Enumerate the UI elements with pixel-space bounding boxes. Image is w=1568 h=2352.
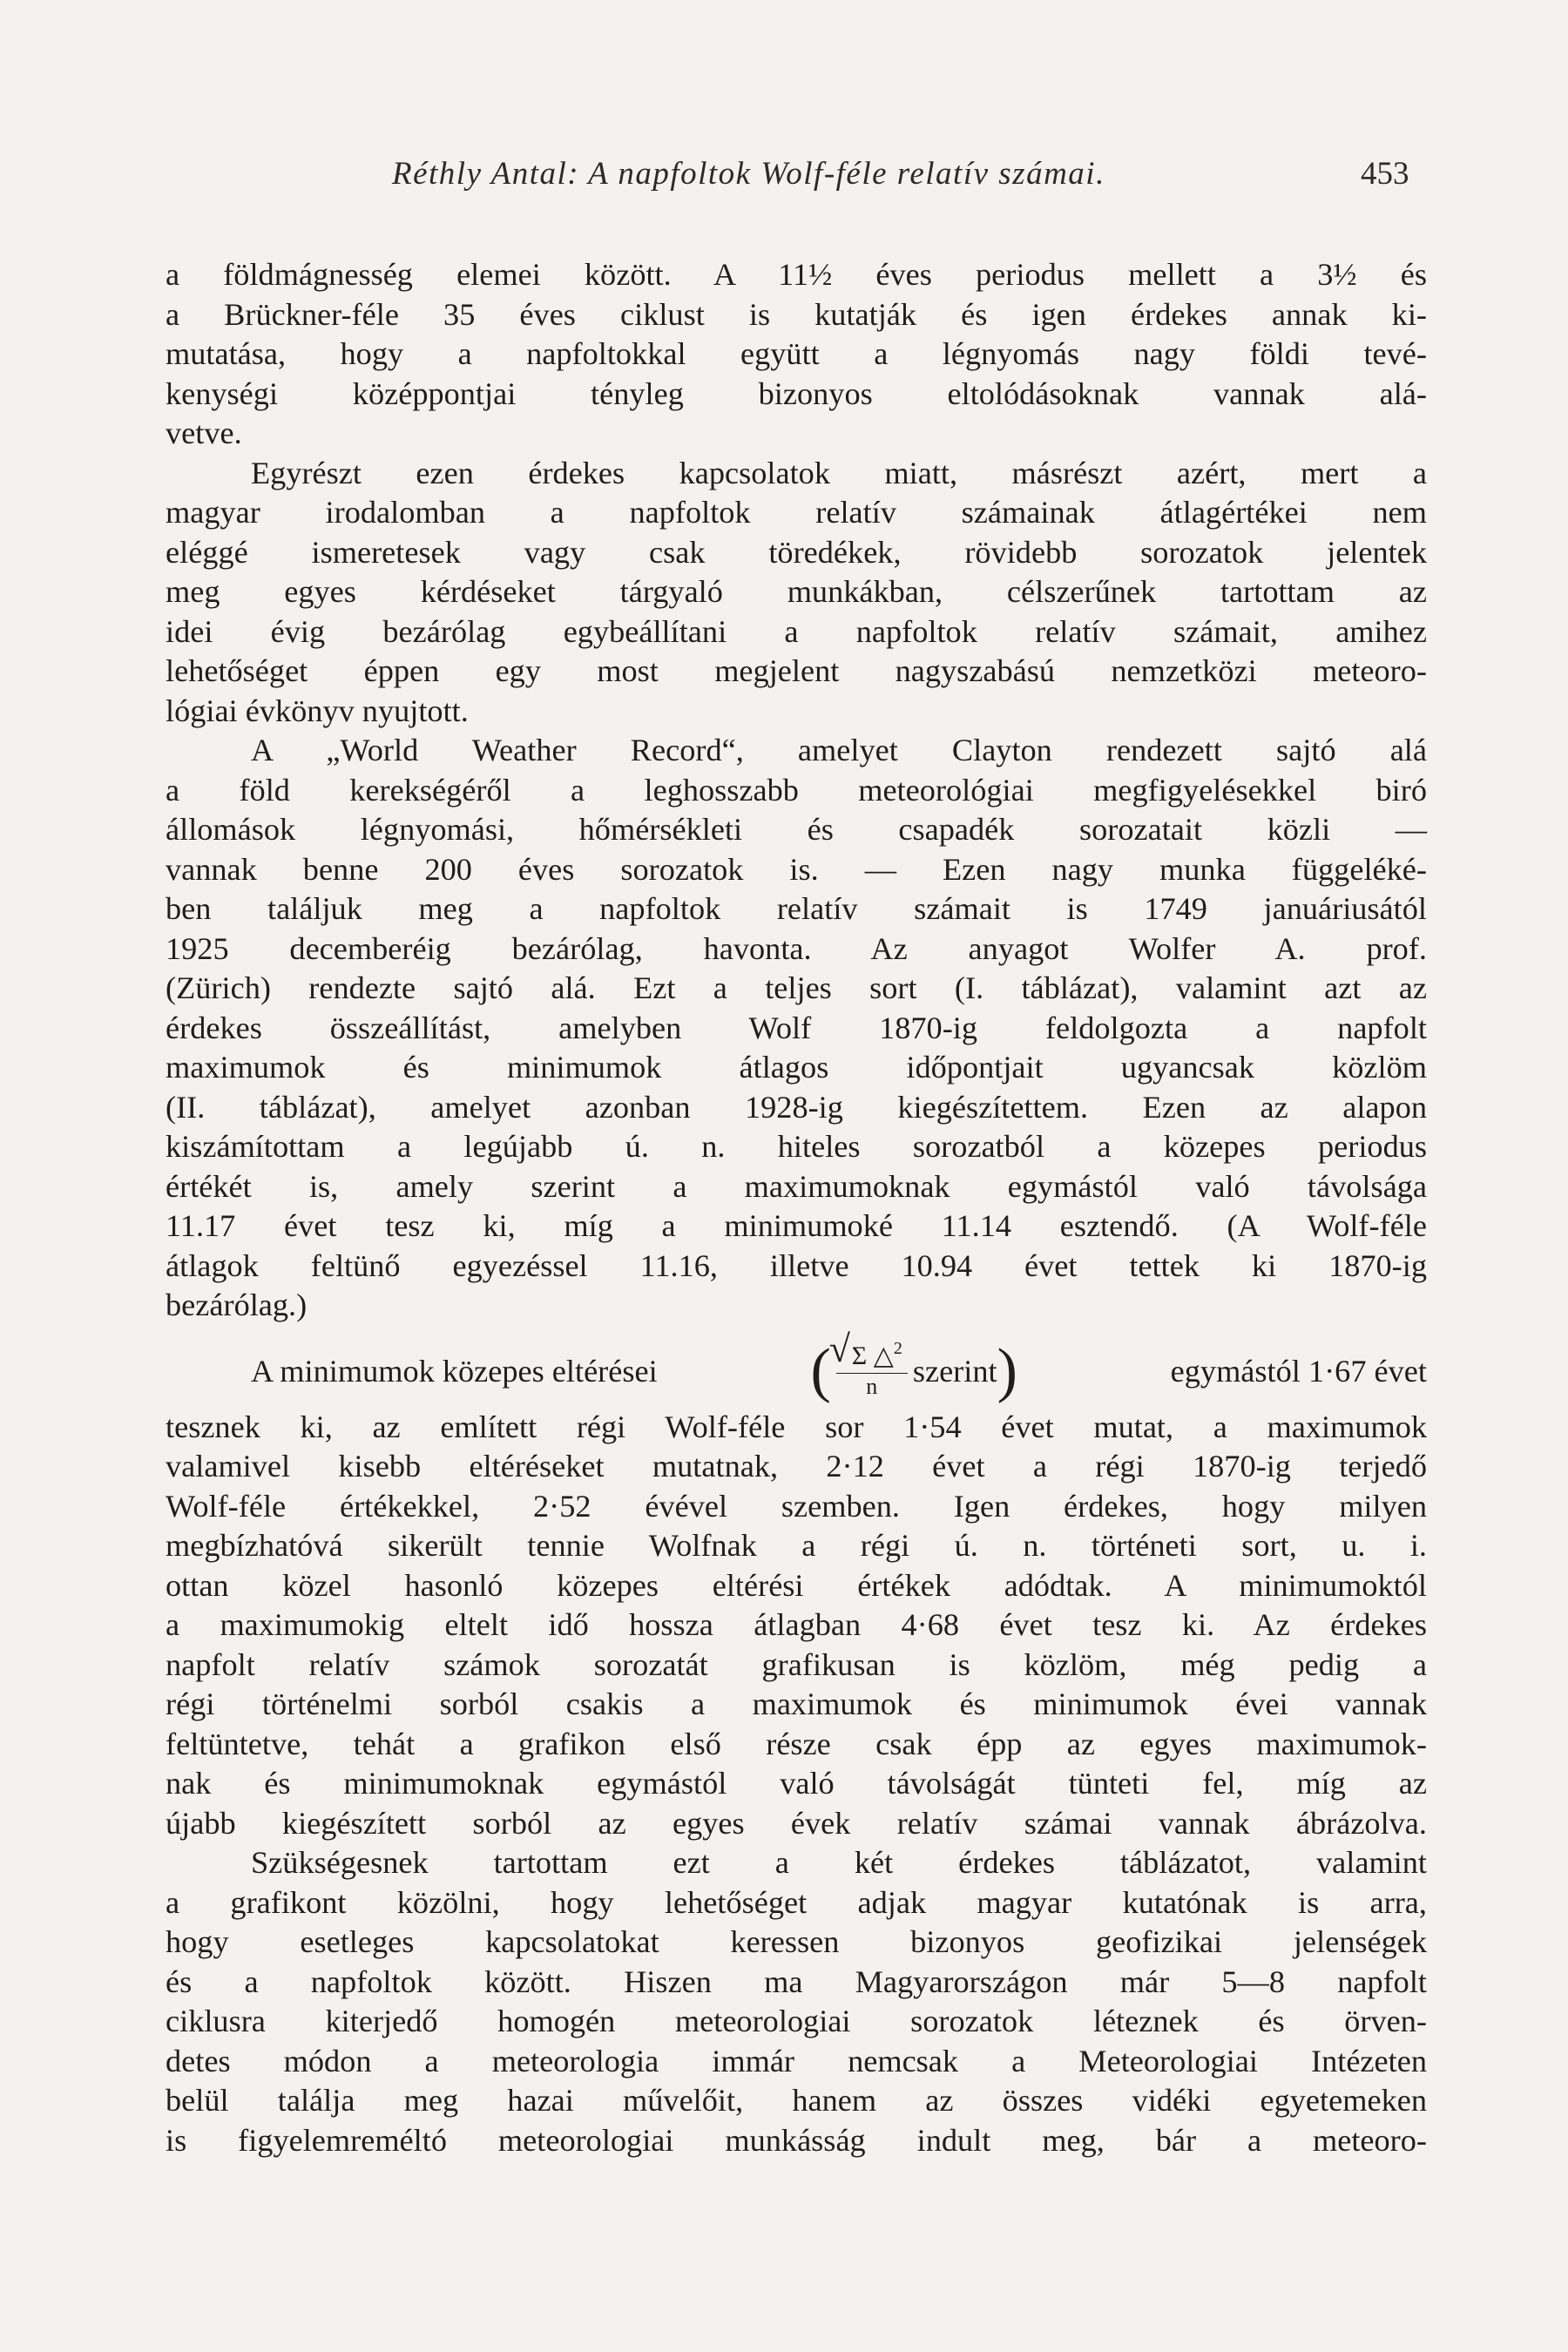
text-line: mutatása, hogy a napfoltokkal együtt a légnyomás nagy földi tevé-: [166, 336, 1427, 371]
text-line: a Brückner-féle 35 éves ciklust is kutatják és igen érdekes annak ki-: [166, 296, 1427, 332]
text-line: régi történelmi sorból csakis a maximumok és minimumok évei vannak: [166, 1686, 1427, 1721]
text-line: valamivel kisebb eltéréseket mutatnak, 2·12 évet a régi 1870-ig terjedő: [166, 1449, 1427, 1484]
numerator-text: Σ △: [851, 1341, 894, 1370]
text-line: megbízhatóvá sikerült tennie Wolfnak a régi ú. n. történeti sort, u. i.: [166, 1528, 1427, 1563]
text-line: a földmágnesség elemei között. A 11½ éves periodus mellett a 3½ és: [166, 257, 1427, 292]
text-line: meg egyes kérdéseket tárgyaló munkákban, célszerűnek tartottam az: [166, 574, 1427, 609]
text-line: Szükségesnek tartottam ezt a két érdekes táblázatot, valamint: [251, 1845, 1427, 1880]
text-line: is figyelemreméltó meteorologiai munkásság indult meg, bár a meteoro-: [166, 2122, 1427, 2158]
text-line: a maximumokig eltelt idő hossza átlagban 4·68 évet tesz ki. Az érdekes: [166, 1607, 1427, 1642]
text-line: kiszámítottam a legújabb ú. n. hiteles sorozatból a közepes periodus: [166, 1129, 1427, 1164]
right-paren: ): [997, 1336, 1017, 1404]
text-line: átlagok feltünő egyezéssel 11.16, illetve 10.94 évet tettek ki 1870-ig: [166, 1247, 1427, 1283]
text-line: (II. táblázat), amelyet azonban 1928-ig kiegészítettem. Ezen az alapon: [166, 1089, 1427, 1125]
fraction-denominator: n: [866, 1373, 878, 1399]
page-number: 453: [1361, 156, 1409, 192]
text-line: hogy esetleges kapcsolatokat keressen bizonyos geofizikai jelenségek: [166, 1924, 1427, 1959]
text-line: a grafikont közölni, hogy lehetőséget adjak magyar kutatónak is arra,: [166, 1884, 1427, 1920]
fraction-numerator: [828, 1327, 908, 1374]
text-line: kenységi középpontjai tényleg bizonyos eltolódásoknak vannak alá-: [166, 375, 1427, 411]
std-deviation-formula: [810, 1327, 1017, 1404]
text-line: Wolf-féle értékekkel, 2·52 évével szemben. Igen érdekes, hogy milyen: [166, 1488, 1427, 1524]
text-line: érdekes összeállítást, amelyben Wolf 1870-ig feldolgozta a napfolt: [166, 1010, 1427, 1045]
exponent: 2: [893, 1338, 902, 1358]
text-line: idei évig bezárólag egybeállítani a napfoltok relatív számait, amihez: [166, 613, 1427, 649]
text-line: magyar irodalomban a napfoltok relatív számainak átlagértékei nem: [166, 495, 1427, 530]
formula-tail-text: egymástól 1·67 évet: [1170, 1353, 1427, 1389]
text-line: ben találjuk meg a napfoltok relatív számait is 1749 januáriusától: [166, 891, 1427, 926]
text-line: ottan közel hasonló közepes eltérési értékek adódtak. A minimumoktól: [166, 1567, 1427, 1603]
text-line: maximumok és minimumok átlagos időpontjait ugyancsak közlöm: [166, 1050, 1427, 1085]
text-line: vetve.: [166, 416, 242, 450]
text-line: Egyrészt ezen érdekes kapcsolatok miatt, másrészt azért, mert a: [251, 455, 1427, 490]
text-line: lehetőséget éppen egy most megjelent nagyszabású nemzetközi meteoro-: [166, 653, 1427, 688]
text-line: értékét is, amely szerint a maximumoknak egymástól való távolsága: [166, 1168, 1427, 1204]
text-line: napfolt relatív számok sorozatát grafikusan is közlöm, még pedig a: [166, 1646, 1427, 1682]
text-line: a föld kerekségéről a leghosszabb meteorológiai megfigyelésekkel biró: [166, 772, 1427, 808]
text-line: állomások légnyomási, hőmérsékleti és csapadék sorozatait közli —: [166, 812, 1427, 847]
text-line: tesznek ki, az említett régi Wolf-féle sor 1·54 évet mutat, a maximumok: [166, 1409, 1427, 1444]
running-header: [0, 155, 1568, 199]
text-line: 1925 decemberéig bezárólag, havonta. Az anyagot Wolfer A. prof.: [166, 930, 1427, 966]
text-line: A „World Weather Record“, amelyet Clayton rendezett sajtó alá: [251, 733, 1427, 767]
text-line: újabb kiegészített sorból az egyes évek relatív számai vannak ábrázolva.: [166, 1805, 1427, 1841]
formula-lead-text: A minimumok közepes eltérései: [251, 1353, 658, 1389]
formula-word: szerint: [912, 1353, 997, 1389]
sqrt-icon: √: [828, 1327, 850, 1370]
text-line: belül találja meg hazai művelőit, hanem az összes vidéki egyetemeken: [166, 2083, 1427, 2118]
text-line: ciklusra kiterjedő homogén meteorologiai sorozatok léteznek és örven-: [166, 2004, 1427, 2038]
text-line: eléggé ismeretesek vagy csak töredékek, rövidebb sorozatok jelentek: [166, 534, 1427, 570]
text-line: detes módon a meteorologia immár nemcsak a Meteorologiai Intézeten: [166, 2043, 1427, 2078]
text-line: (Zürich) rendezte sajtó alá. Ezt a teljes sort (I. táblázat), valamint azt az: [166, 970, 1427, 1005]
running-title: Réthly Antal: A napfoltok Wolf-féle relatív számai.: [392, 156, 1105, 192]
body-text: [166, 255, 1427, 2160]
text-line: 11.17 évet tesz ki, míg a minimumoké 11.14 esztendő. (A Wolf-féle: [166, 1208, 1427, 1243]
text-line: lógiai évkönyv nyujtott.: [166, 693, 469, 728]
text-line: nak és minimumoknak egymástól való távolságát tünteti fel, míg az: [166, 1766, 1427, 1801]
formula-line: [166, 1326, 1427, 1408]
text-line: bezárólag.): [166, 1288, 308, 1322]
left-paren: (: [810, 1336, 831, 1404]
text-line: vannak benne 200 éves sorozatok is. — Ezen nagy munka függeléké-: [166, 851, 1427, 887]
fraction: [828, 1327, 908, 1400]
text-line: és a napfoltok között. Hiszen ma Magyarországon már 5—8 napfolt: [166, 1963, 1427, 1999]
text-line: feltüntetve, tehát a grafikon első része csak épp az egyes maximumok-: [166, 1726, 1427, 1761]
